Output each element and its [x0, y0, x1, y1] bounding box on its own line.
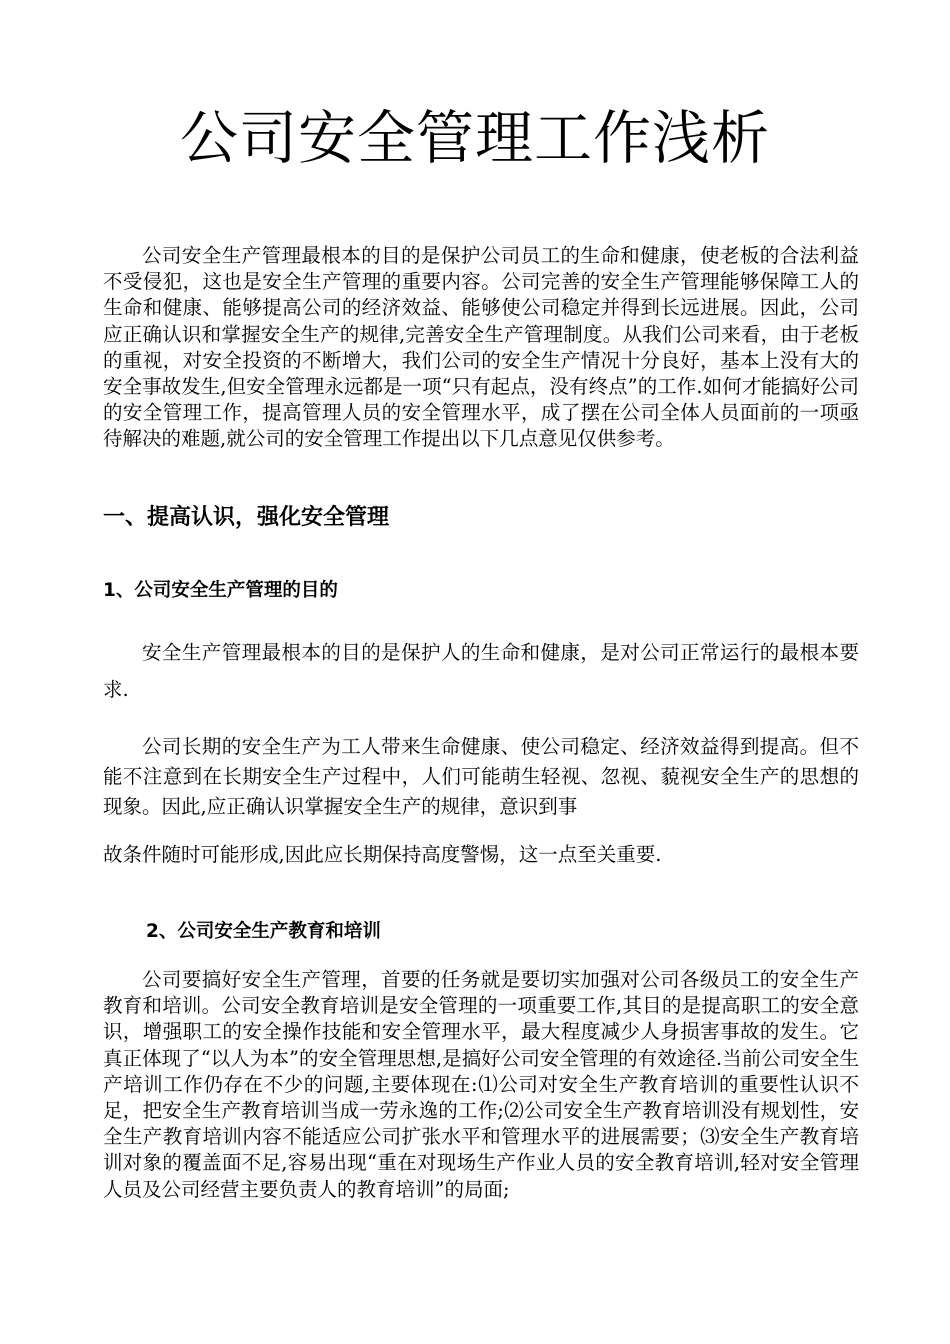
subsection1-heading: 1、公司安全生产管理的目的: [103, 580, 338, 601]
document-title: 公司安全管理工作浅析: [179, 104, 770, 172]
subsection2-paragraph-1: 公司要搞好安全生产管理，首要的任务就是要切实加强对公司各级员工的安全生产教育和培训。公司安全教育培训是安全管理的一项重要工作,其目的是提高职工的安全意识，增强职工的安全操作技能和安全管理水平，最大程度减少人身损害事故的发生。它真正体现了“以人为本”的安全管理思想,是搞好公司安全管理的有效途径.当前公司安全生产培训工作仍存在不少的问题,主要体现在:⑴公司对安全生产教育培训的重要性认识不足，把安全生产教育培训当成一劳永逸的工作;⑵公司安全生产教育培训没有规划性，安全生产教育培训内容不能适应公司扩张水平和管理水平的进展需要；⑶安全生产教育培训对象的覆盖面不足,容易出现“重在对现场生产作业人员的安全教育培训,轻对安全管理人员及公司经营主要负责人的教育培训”的局面;: [103, 968, 859, 1201]
section1-heading: 一、提高认识，强化安全管理: [103, 505, 390, 530]
subsection1-paragraph-2: 公司长期的安全生产为工人带来生命健康、使公司稳定、经济效益得到提高。但不能不注意到在长期安全生产过程中，人们可能萌生轻视、忽视、藐视安全生产的思想的现象。因此,应正确认识掌握安全生产的规律，意识到事: [103, 735, 859, 818]
intro-paragraph: 公司安全生产管理最根本的目的是保护公司员工的生命和健康，使老板的合法利益不受侵犯，这也是安全生产管理的重要内容。公司完善的安全生产管理能够保障工人的生命和健康、能够提高公司的经济效益、能够使公司稳定并得到长远进展。因此，公司应正确认识和掌握安全生产的规律,完善安全生产管理制度。从我们公司来看，由于老板的重视，对安全投资的不断增大，我们公司的安全生产情况十分良好，基本上没有大的安全事故发生,但安全管理永远都是一项“只有起点，没有终点”的工作.如何才能搞好公司的安全管理工作，提高管理人员的安全管理水平，成了摆在公司全体人员面前的一项亟待解决的难题,就公司的安全管理工作提出以下几点意见仅供参考。: [103, 244, 859, 451]
subsection1-paragraph-1: 安全生产管理最根本的目的是保护人的生命和健康，是对公司正常运行的最根本要求.: [103, 641, 859, 701]
subsection1-paragraph-2-continued: 故条件随时可能形成,因此应长期保持高度警惕，这一点至关重要.: [103, 843, 662, 866]
subsection2-heading: 2、公司安全生产教育和培训: [146, 921, 381, 942]
